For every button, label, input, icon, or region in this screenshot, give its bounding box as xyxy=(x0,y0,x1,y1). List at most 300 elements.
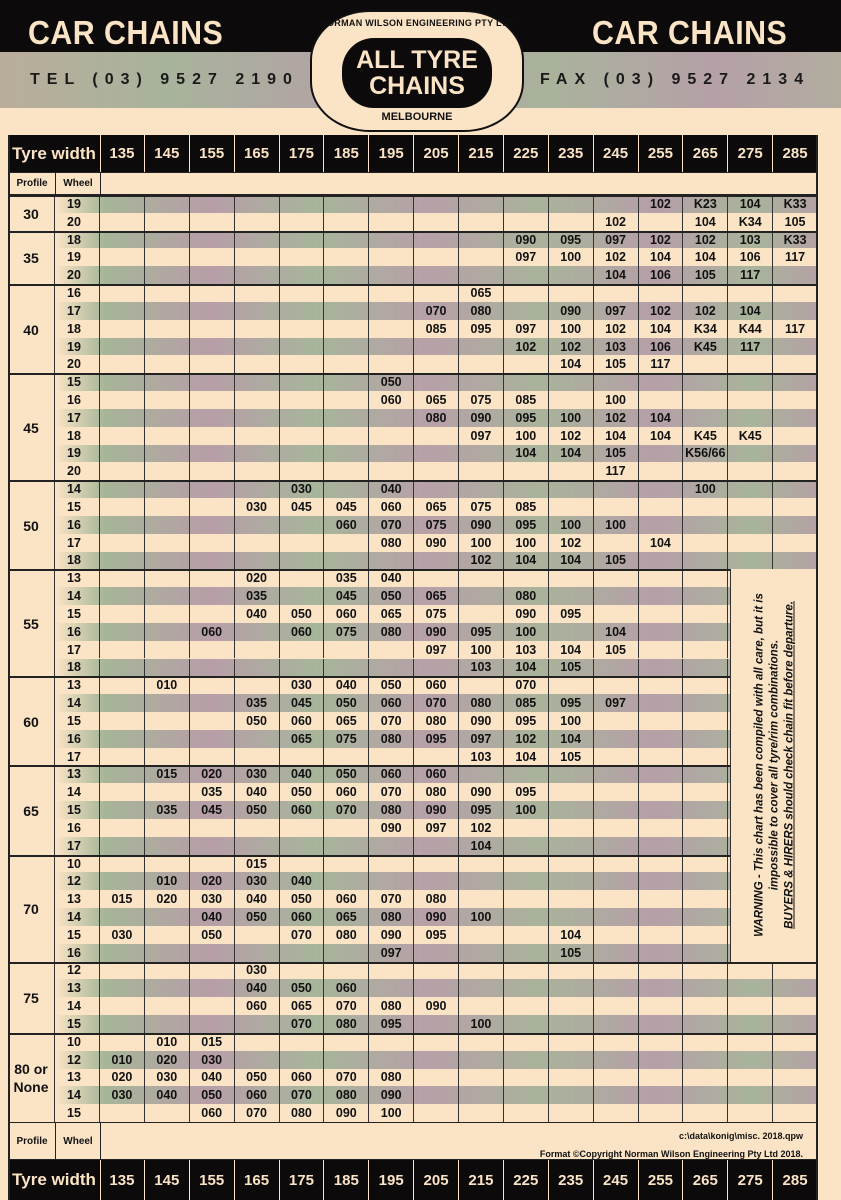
chain-code-cell xyxy=(369,302,414,320)
chain-code-cell: 090 xyxy=(459,783,504,801)
tyre-width-135: 135 xyxy=(100,1160,145,1200)
chain-code-cell: 075 xyxy=(414,605,459,623)
chain-code-cell xyxy=(504,979,549,997)
wheel-size: 17 xyxy=(55,748,100,766)
chain-code-cell xyxy=(145,979,190,997)
chain-code-cell xyxy=(773,445,818,463)
chain-code-cell: 015 xyxy=(235,855,280,873)
tyre-width-195: 195 xyxy=(369,1160,414,1200)
wheel-size: 13 xyxy=(55,765,100,783)
chain-code-cell xyxy=(100,783,145,801)
chain-code-cell xyxy=(639,445,684,463)
chain-code-cell xyxy=(324,320,369,338)
chain-code-cell xyxy=(414,979,459,997)
chain-code-cell xyxy=(324,534,369,552)
chain-code-cell xyxy=(414,962,459,980)
chain-code-cell: 010 xyxy=(100,1051,145,1069)
chain-code-cell xyxy=(324,552,369,570)
chain-code-cell xyxy=(369,231,414,249)
table-row xyxy=(8,730,818,748)
wheel-size: 17 xyxy=(55,837,100,855)
chain-code-cell xyxy=(280,373,325,391)
chain-code-cell xyxy=(639,569,684,587)
chain-code-cell: 100 xyxy=(504,427,549,445)
wheel-size: 15 xyxy=(55,605,100,623)
chain-code-cell xyxy=(728,962,773,980)
chain-code-cell xyxy=(324,1033,369,1051)
chain-code-cell: 080 xyxy=(369,623,414,641)
warning-line-2: impossible to cover all tyre/rim combinations. xyxy=(768,640,780,891)
wheel-size: 17 xyxy=(55,641,100,659)
chain-code-cell xyxy=(190,748,235,766)
chain-code-cell xyxy=(639,623,684,641)
chain-code-cell xyxy=(324,944,369,962)
chain-code-cell xyxy=(100,195,145,213)
chain-code-cell: 040 xyxy=(235,890,280,908)
chain-code-cell: 106 xyxy=(639,338,684,356)
chain-code-cell xyxy=(235,320,280,338)
chain-code-cell: 105 xyxy=(773,213,818,231)
chain-code-cell xyxy=(235,284,280,302)
chain-code-cell xyxy=(235,516,280,534)
chain-code-cell xyxy=(235,213,280,231)
chain-code-cell xyxy=(773,516,818,534)
chain-code-cell xyxy=(594,855,639,873)
chain-code-cell xyxy=(683,676,728,694)
table-row xyxy=(8,962,818,980)
chain-code-cell xyxy=(190,659,235,677)
chain-code-cell: 080 xyxy=(324,1015,369,1033)
chain-code-cell: 090 xyxy=(549,302,594,320)
chain-code-cell xyxy=(773,462,818,480)
chain-code-cell xyxy=(683,694,728,712)
chain-code-cell xyxy=(773,1015,818,1033)
table-row xyxy=(8,837,818,855)
chain-code-cell: 030 xyxy=(235,498,280,516)
chain-code-cell: 040 xyxy=(369,569,414,587)
chain-code-cell xyxy=(504,819,549,837)
chain-code-cell: 097 xyxy=(414,819,459,837)
chain-code-cell: 070 xyxy=(324,1069,369,1087)
chain-code-cell xyxy=(594,195,639,213)
chain-code-cell xyxy=(414,248,459,266)
chain-code-cell: 030 xyxy=(100,926,145,944)
chain-code-cell: 104 xyxy=(728,195,773,213)
chain-code-cell: 100 xyxy=(549,320,594,338)
chain-code-cell xyxy=(504,944,549,962)
chain-code-cell: 070 xyxy=(235,1104,280,1122)
profile-70: 70 xyxy=(8,855,55,962)
tyre-width-155: 155 xyxy=(190,135,235,172)
chain-code-cell xyxy=(100,1033,145,1051)
table-row xyxy=(8,248,818,266)
chain-code-cell xyxy=(100,979,145,997)
chain-code-cell xyxy=(549,1069,594,1087)
section-divider xyxy=(8,195,818,197)
chain-code-cell: 035 xyxy=(235,587,280,605)
chain-code-cell xyxy=(235,926,280,944)
chain-code-cell: 060 xyxy=(369,391,414,409)
chain-code-cell xyxy=(504,890,549,908)
chain-code-cell xyxy=(414,445,459,463)
chain-code-cell: 030 xyxy=(190,1051,235,1069)
chain-code-cell: K23 xyxy=(683,195,728,213)
chain-code-cell xyxy=(100,659,145,677)
chain-code-cell xyxy=(100,284,145,302)
chain-code-cell xyxy=(145,819,190,837)
tyre-width-185: 185 xyxy=(324,135,369,172)
chain-code-cell xyxy=(683,1015,728,1033)
chain-code-cell: 080 xyxy=(369,997,414,1015)
chain-code-cell xyxy=(594,944,639,962)
tyre-width-155: 155 xyxy=(190,1160,235,1200)
chain-code-cell: 075 xyxy=(459,391,504,409)
chain-code-cell xyxy=(459,997,504,1015)
chain-code-cell: 050 xyxy=(235,908,280,926)
chain-code-cell xyxy=(190,534,235,552)
chain-code-cell xyxy=(504,1051,549,1069)
chain-code-cell xyxy=(414,427,459,445)
chain-code-cell xyxy=(190,712,235,730)
chain-code-cell: 020 xyxy=(100,1069,145,1087)
chain-code-cell: 097 xyxy=(504,320,549,338)
logo-brand-line1: ALL TYRE xyxy=(356,46,478,74)
chain-code-cell xyxy=(459,979,504,997)
chain-code-cell: 100 xyxy=(459,1015,504,1033)
chain-code-cell xyxy=(369,855,414,873)
chain-code-cell xyxy=(280,462,325,480)
chain-code-cell xyxy=(683,801,728,819)
chain-code-cell xyxy=(235,427,280,445)
chain-code-cell: 102 xyxy=(504,338,549,356)
telephone: TEL (03) 9527 2190 xyxy=(30,71,299,88)
chain-code-cell xyxy=(100,355,145,373)
chain-code-cell xyxy=(639,391,684,409)
chain-code-cell xyxy=(549,676,594,694)
chain-code-cell xyxy=(100,1015,145,1033)
chain-code-cell xyxy=(639,1086,684,1104)
chain-code-cell xyxy=(324,872,369,890)
chain-code-cell: 050 xyxy=(324,694,369,712)
table-row xyxy=(8,266,818,284)
chain-code-cell xyxy=(145,783,190,801)
chain-code-cell xyxy=(728,480,773,498)
chain-code-cell: 100 xyxy=(504,801,549,819)
chain-code-cell: 104 xyxy=(639,320,684,338)
wheel-size: 14 xyxy=(55,783,100,801)
chain-code-cell xyxy=(549,1015,594,1033)
tyre-width-275: 275 xyxy=(728,135,773,172)
chain-code-cell: 080 xyxy=(459,302,504,320)
chain-code-cell xyxy=(100,765,145,783)
chain-code-cell xyxy=(324,338,369,356)
chain-code-cell xyxy=(324,213,369,231)
chain-code-cell: 020 xyxy=(190,872,235,890)
chain-code-cell xyxy=(324,284,369,302)
chain-code-cell xyxy=(683,534,728,552)
chain-code-cell xyxy=(190,498,235,516)
chain-code-cell xyxy=(414,1051,459,1069)
chain-code-cell xyxy=(369,462,414,480)
chain-code-cell xyxy=(190,320,235,338)
chain-code-cell: 100 xyxy=(504,623,549,641)
tyre-width-205: 205 xyxy=(414,135,459,172)
chain-code-cell xyxy=(459,231,504,249)
chain-code-cell xyxy=(773,391,818,409)
table-row xyxy=(8,284,818,302)
chain-code-cell xyxy=(369,837,414,855)
chain-code-cell xyxy=(504,872,549,890)
chain-code-cell xyxy=(190,837,235,855)
chain-code-cell: 060 xyxy=(324,516,369,534)
table-row xyxy=(8,926,818,944)
chain-code-cell: 117 xyxy=(728,266,773,284)
chain-code-cell xyxy=(594,1015,639,1033)
chain-code-cell xyxy=(235,445,280,463)
section-divider xyxy=(8,231,818,233)
chain-code-cell xyxy=(639,659,684,677)
chain-code-cell xyxy=(773,979,818,997)
chain-code-cell xyxy=(235,231,280,249)
chain-code-cell xyxy=(414,552,459,570)
chain-code-cell xyxy=(639,730,684,748)
chain-code-cell xyxy=(324,480,369,498)
chain-code-cell: 102 xyxy=(549,534,594,552)
chain-code-cell xyxy=(549,801,594,819)
chain-code-cell xyxy=(280,338,325,356)
chain-code-cell xyxy=(324,427,369,445)
section-divider xyxy=(8,569,818,571)
chain-code-cell: 070 xyxy=(324,997,369,1015)
chain-code-cell xyxy=(594,1086,639,1104)
chain-code-cell: K56/66 xyxy=(683,445,728,463)
chain-code-cell xyxy=(594,748,639,766)
chain-code-cell xyxy=(594,801,639,819)
chain-code-cell: 090 xyxy=(414,908,459,926)
chain-code-cell xyxy=(683,962,728,980)
tyre-width-275: 275 xyxy=(728,1160,773,1200)
chain-code-cell xyxy=(459,926,504,944)
chain-code-cell xyxy=(549,765,594,783)
chain-code-cell: 103 xyxy=(728,231,773,249)
chain-code-cell xyxy=(504,284,549,302)
chain-code-cell: 100 xyxy=(504,534,549,552)
tyre-width-195: 195 xyxy=(369,135,414,172)
chain-code-cell xyxy=(594,534,639,552)
table-row xyxy=(8,908,818,926)
chain-code-cell xyxy=(235,748,280,766)
chain-code-cell xyxy=(594,1033,639,1051)
wheel-size: 15 xyxy=(55,712,100,730)
chain-code-cell: 102 xyxy=(594,213,639,231)
chain-code-cell: 100 xyxy=(369,1104,414,1122)
chain-code-cell xyxy=(683,890,728,908)
chain-code-cell xyxy=(773,534,818,552)
tyre-width-255: 255 xyxy=(639,1160,684,1200)
chain-code-cell xyxy=(683,712,728,730)
chain-code-cell xyxy=(414,1104,459,1122)
tyre-width-285: 285 xyxy=(773,1160,818,1200)
table-row xyxy=(8,427,818,445)
chain-code-cell: 117 xyxy=(773,248,818,266)
chain-code-cell: 100 xyxy=(594,391,639,409)
chain-code-cell xyxy=(594,872,639,890)
wheel-label: Wheel xyxy=(56,173,101,194)
tyre-width-label: Tyre width xyxy=(8,1160,101,1200)
chain-code-cell xyxy=(639,462,684,480)
table-row xyxy=(8,855,818,873)
chain-code-cell: 102 xyxy=(549,338,594,356)
wheel-size: 18 xyxy=(55,231,100,249)
table-row xyxy=(8,997,818,1015)
chain-code-cell xyxy=(683,730,728,748)
chain-code-cell xyxy=(683,409,728,427)
chain-code-cell xyxy=(145,605,190,623)
chain-code-cell xyxy=(459,1033,504,1051)
chain-code-cell xyxy=(414,373,459,391)
chain-code-cell: 045 xyxy=(324,587,369,605)
chain-code-cell xyxy=(324,373,369,391)
chain-code-cell: 104 xyxy=(504,445,549,463)
chain-code-cell: 065 xyxy=(414,391,459,409)
chain-code-cell xyxy=(280,569,325,587)
chain-code-cell xyxy=(639,712,684,730)
file-path: c:\data\konig\misc. 2018.qpw xyxy=(678,1131,803,1141)
profile-45: 45 xyxy=(8,373,55,480)
chain-code-cell xyxy=(639,872,684,890)
chain-code-cell xyxy=(728,979,773,997)
chain-code-cell xyxy=(594,659,639,677)
chain-code-cell xyxy=(369,195,414,213)
chain-code-cell xyxy=(414,355,459,373)
chain-code-cell xyxy=(414,748,459,766)
chain-code-cell xyxy=(594,587,639,605)
table-row xyxy=(8,979,818,997)
chain-code-cell xyxy=(683,872,728,890)
profile-wheel-header xyxy=(8,1122,818,1160)
chain-code-cell xyxy=(594,783,639,801)
chain-code-cell xyxy=(549,908,594,926)
chain-code-cell xyxy=(100,730,145,748)
table-row xyxy=(8,1033,818,1051)
chain-code-cell: 105 xyxy=(594,445,639,463)
chain-code-cell xyxy=(639,1104,684,1122)
chain-code-cell xyxy=(504,837,549,855)
chain-code-cell xyxy=(683,587,728,605)
chain-code-cell xyxy=(100,569,145,587)
chain-code-cell: 035 xyxy=(145,801,190,819)
tyre-width-header xyxy=(8,135,818,172)
chain-code-cell xyxy=(280,819,325,837)
chain-code-cell xyxy=(549,837,594,855)
chain-code-cell xyxy=(549,498,594,516)
tyre-width-215: 215 xyxy=(459,1160,504,1200)
chain-code-cell xyxy=(235,195,280,213)
chain-code-cell xyxy=(683,979,728,997)
chain-code-cell xyxy=(190,694,235,712)
table-row xyxy=(8,605,818,623)
chain-code-cell xyxy=(459,587,504,605)
chain-code-cell xyxy=(145,1015,190,1033)
chain-code-cell: K45 xyxy=(683,338,728,356)
chain-code-cell xyxy=(145,569,190,587)
chain-code-cell xyxy=(190,427,235,445)
chain-code-cell: 060 xyxy=(414,765,459,783)
wheel-size: 19 xyxy=(55,445,100,463)
chain-code-cell xyxy=(324,462,369,480)
chain-code-cell xyxy=(369,320,414,338)
chain-code-cell xyxy=(145,498,190,516)
chain-code-cell xyxy=(639,587,684,605)
chain-code-cell xyxy=(549,213,594,231)
chain-code-cell xyxy=(100,462,145,480)
chain-code-cell xyxy=(280,391,325,409)
chain-code-cell xyxy=(683,1033,728,1051)
wheel-size: 19 xyxy=(55,248,100,266)
chain-code-cell: 102 xyxy=(459,552,504,570)
chain-code-cell xyxy=(414,462,459,480)
logo-city: MELBOURNE xyxy=(381,111,453,123)
chain-code-cell xyxy=(594,1069,639,1087)
chain-code-cell xyxy=(594,819,639,837)
chain-code-cell xyxy=(369,213,414,231)
logo-brand-line2: CHAINS xyxy=(369,72,465,100)
chain-code-cell: 095 xyxy=(504,516,549,534)
chain-code-cell: 085 xyxy=(504,498,549,516)
chain-code-cell: 060 xyxy=(369,765,414,783)
chain-code-cell: 105 xyxy=(549,748,594,766)
chain-code-cell xyxy=(235,1015,280,1033)
chain-code-cell xyxy=(190,284,235,302)
chain-code-cell: 104 xyxy=(549,926,594,944)
chain-code-cell: 060 xyxy=(324,890,369,908)
chain-code-cell xyxy=(369,248,414,266)
chain-code-cell xyxy=(190,569,235,587)
chain-code-cell xyxy=(504,1104,549,1122)
wheel-size: 12 xyxy=(55,872,100,890)
chain-code-cell xyxy=(594,480,639,498)
chain-code-cell xyxy=(594,730,639,748)
chain-code-cell xyxy=(639,855,684,873)
chain-code-cell: 085 xyxy=(504,391,549,409)
chain-code-cell xyxy=(369,748,414,766)
chain-code-cell xyxy=(549,587,594,605)
chain-code-cell xyxy=(100,855,145,873)
chain-code-cell: 106 xyxy=(728,248,773,266)
chain-code-cell xyxy=(683,498,728,516)
chain-code-cell xyxy=(459,1051,504,1069)
chain-code-cell xyxy=(100,516,145,534)
chain-code-cell: 060 xyxy=(280,801,325,819)
chain-code-cell xyxy=(145,195,190,213)
chain-code-cell xyxy=(549,1086,594,1104)
wheel-size: 14 xyxy=(55,480,100,498)
chain-code-cell xyxy=(414,231,459,249)
chain-code-cell xyxy=(504,765,549,783)
chain-code-cell: 103 xyxy=(459,748,504,766)
chain-code-cell xyxy=(414,1086,459,1104)
chain-code-cell xyxy=(280,1051,325,1069)
chain-code-cell xyxy=(100,1104,145,1122)
chain-code-cell: 100 xyxy=(549,516,594,534)
chain-code-cell xyxy=(145,445,190,463)
chain-code-cell: 075 xyxy=(414,516,459,534)
chain-code-cell xyxy=(639,944,684,962)
chain-code-cell: 090 xyxy=(369,819,414,837)
chain-code-cell xyxy=(639,997,684,1015)
chain-code-cell xyxy=(459,266,504,284)
chain-code-cell: 060 xyxy=(280,712,325,730)
